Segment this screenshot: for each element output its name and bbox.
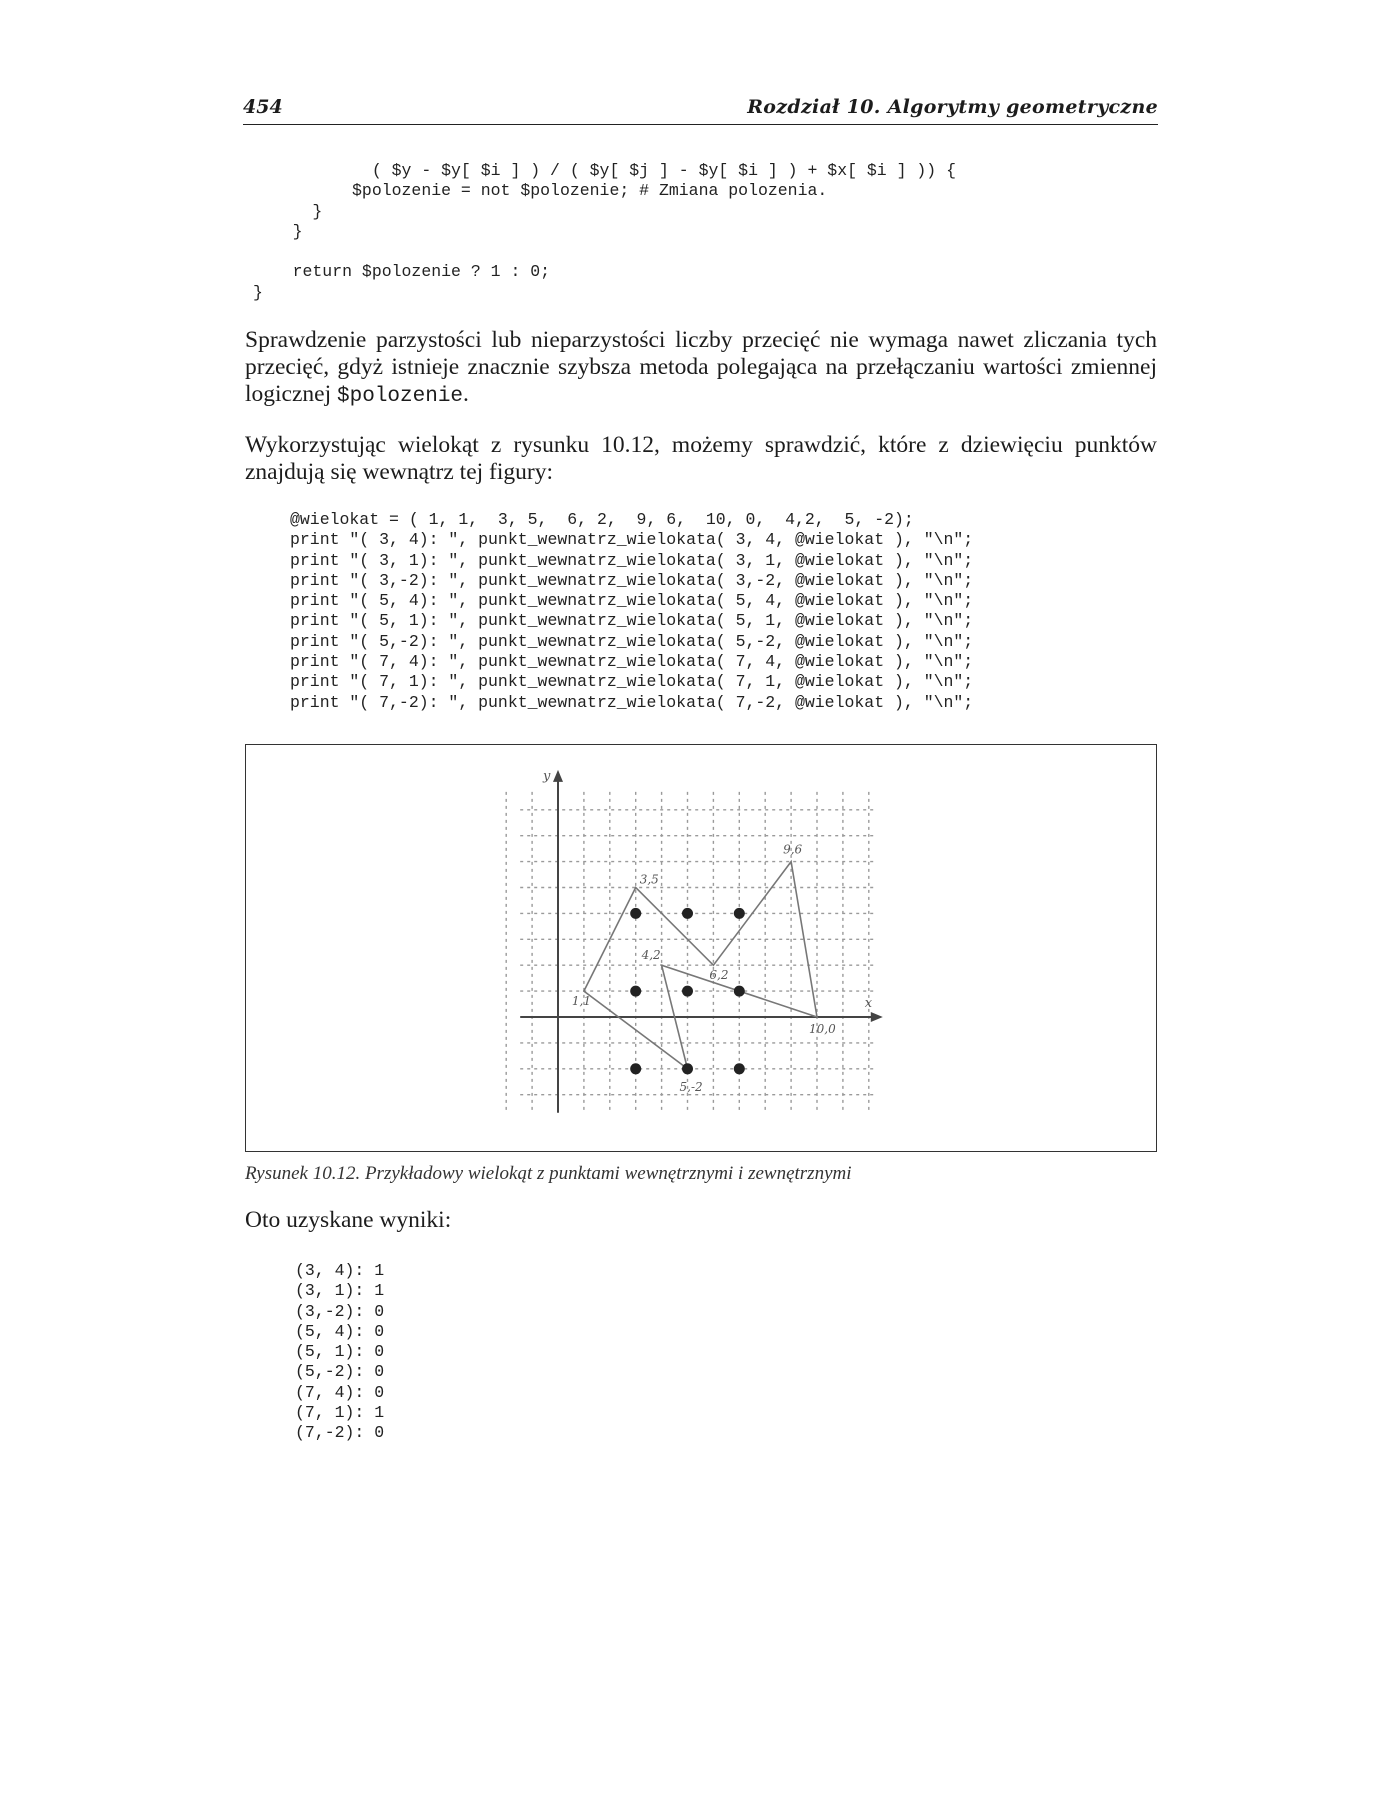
result-line: (3,-2): 0 (295, 1301, 385, 1321)
code-line: @wielokat = ( 1, 1, 3, 5, 6, 2, 9, 6, 10, 0, 4,2, 5, -2); (290, 510, 914, 529)
code-line: return $polozenie ? 1 : 0; (253, 262, 551, 282)
variable-name: $polozenie (337, 385, 464, 408)
x-axis-arrow (871, 1012, 883, 1022)
chapter-title: Rozdział 10. Algorytmy geometryczne (747, 96, 1158, 118)
code-block-top (253, 161, 956, 303)
vertex-label: 10,0 (809, 1022, 836, 1036)
code-line: $polozenie = not $polozenie; # Zmiana polozenia. (253, 181, 828, 201)
results-block (295, 1261, 384, 1444)
vertex-label: 1,1 (571, 994, 591, 1009)
y-axis-label: y (543, 768, 551, 784)
test-point (734, 1063, 745, 1074)
page-number: 454 (243, 96, 283, 118)
code-line: } (253, 282, 263, 302)
vertex-label: 9,6 (783, 842, 803, 857)
result-line: (7, 1): 1 (295, 1403, 385, 1423)
vertex-label: 3,5 (639, 872, 659, 887)
code-line: print "( 3,-2): ", punkt_wewnatrz_wielokata( 3,-2, @wielokat ), "\n"; (290, 570, 974, 590)
result-line: (5, 4): 0 (295, 1321, 385, 1341)
result-line: (5,-2): 0 (295, 1362, 385, 1382)
vertex-label: 4,2 (641, 948, 661, 963)
paragraph-results-intro: Oto uzyskane wyniki: (245, 1207, 452, 1233)
code-line: print "( 3, 4): ", punkt_wewnatrz_wielokata( 3, 4, @wielokat ), "\n"; (290, 530, 974, 550)
vertex-label: 5,-2 (679, 1079, 703, 1094)
paragraph-end: . (463, 381, 469, 407)
x-axis-label: x (864, 996, 873, 1011)
vertex-label: 6,2 (709, 968, 729, 983)
paragraph-text: Sprawdzenie parzystości lub nieparzystości liczby przecięć nie wymaga nawet zliczania tych przecięć, gdyż istnieje znacznie szybsza metoda polegająca na przełączaniu wartości zmiennej logicznej (245, 327, 1157, 407)
code-line: print "( 7,-2): ", punkt_wewnatrz_wielokata( 7,-2, @wielokat ), "\n"; (290, 692, 974, 712)
code-line: print "( 7, 1): ", punkt_wewnatrz_wielokata( 7, 1, @wielokat ), "\n"; (290, 672, 974, 692)
test-point (682, 908, 693, 919)
code-line: print "( 7, 4): ", punkt_wewnatrz_wielokata( 7, 4, @wielokat ), "\n"; (290, 652, 974, 672)
polygon-figure (246, 745, 1156, 1151)
page-header (243, 96, 1158, 125)
code-line: } (253, 201, 323, 221)
result-line: (7,-2): 0 (295, 1423, 385, 1443)
code-line: } (253, 221, 303, 241)
figure-frame (245, 744, 1157, 1152)
result-line: (5, 1): 0 (295, 1342, 385, 1362)
code-block-middle (290, 510, 973, 713)
test-point (682, 1063, 693, 1074)
code-line: ( $y - $y[ $i ] ) / ( $y[ $j ] - $y[ $i ] ) + $x[ $i ] )) { (253, 161, 957, 180)
code-line (253, 242, 956, 262)
result-line: (7, 4): 0 (295, 1382, 385, 1402)
code-line: print "( 5, 4): ", punkt_wewnatrz_wielokata( 5, 4, @wielokat ), "\n"; (290, 591, 974, 611)
code-line: print "( 3, 1): ", punkt_wewnatrz_wielokata( 3, 1, @wielokat ), "\n"; (290, 550, 974, 570)
code-line: print "( 5, 1): ", punkt_wewnatrz_wielokata( 5, 1, @wielokat ), "\n"; (290, 611, 974, 631)
test-point (734, 986, 745, 997)
result-line: (3, 4): 1 (295, 1261, 385, 1280)
paragraph-parity (245, 327, 1157, 410)
result-line: (3, 1): 1 (295, 1281, 385, 1301)
paragraph-intro: Wykorzystując wielokąt z rysunku 10.12, możemy sprawdzić, które z dziewięciu punktów znajdują się wewnątrz tej figury: (245, 432, 1157, 485)
code-line: print "( 5,-2): ", punkt_wewnatrz_wielokata( 5,-2, @wielokat ), "\n"; (290, 631, 974, 651)
test-point (630, 1063, 641, 1074)
test-point (682, 986, 693, 997)
figure-caption: Rysunek 10.12. Przykładowy wielokąt z punktami wewnętrznymi i zewnętrznymi (245, 1163, 852, 1184)
test-point (734, 908, 745, 919)
test-point (630, 986, 641, 997)
y-axis-arrow (553, 770, 563, 782)
test-point (630, 908, 641, 919)
